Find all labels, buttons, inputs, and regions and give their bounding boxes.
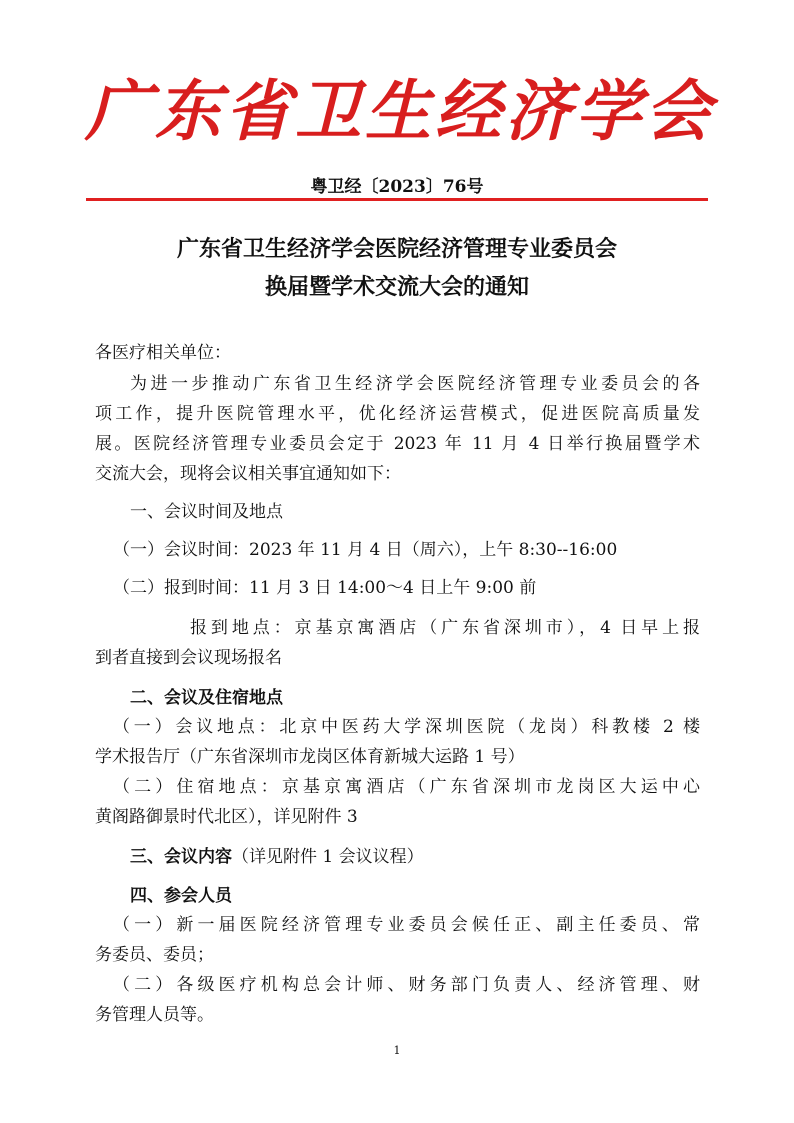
masthead: [85, 60, 715, 150]
section-1-heading: 一、会议时间及地点: [130, 502, 283, 522]
section-4-item-1: （一）新一届医院经济管理专业委员会候任正、副主任委员、常: [113, 915, 700, 935]
section-4-heading: 四、参会人员: [130, 886, 232, 906]
title-line-1: 广东省卫生经济学会医院经济管理专业委员会: [176, 237, 617, 262]
salutation: 各医疗相关单位：: [95, 343, 231, 363]
section-1-item-3-cont: 到者直接到会议现场报名: [95, 648, 282, 668]
section-4-item-1-cont: 务委员、委员；: [95, 945, 214, 965]
section-2-heading: 二、会议及住宿地点: [130, 688, 283, 708]
section-4-item-2: （二）各级医疗机构总会计师、财务部门负责人、经济管理、财: [113, 975, 700, 995]
masthead-title: 广东省卫生经济学会: [85, 72, 715, 150]
section-3-heading: 三、会议内容: [130, 847, 232, 867]
intro-line-3: 展。医院经济管理专业委员会定于 2023 年 11 月 4 日举行换届暨学术: [95, 434, 700, 454]
section-2-item-1-cont: 学术报告厅（广东省深圳市龙岗区体育新城大运路 1 号）: [95, 747, 525, 767]
section-3-note: （详见附件 1 会议议程）: [232, 847, 424, 867]
title-line-2: 换届暨学术交流大会的通知: [264, 275, 529, 300]
section-2-item-2-cont: 黄阁路御景时代北区），详见附件 3: [95, 807, 358, 827]
section-2-item-1: （一）会议地点：北京中医药大学深圳医院（龙岗）科教楼 2 楼: [113, 717, 700, 737]
section-3-line: [130, 842, 735, 867]
page-number: 1: [393, 1044, 401, 1057]
document-number: 粤卫经〔2023〕76号: [310, 177, 484, 197]
section-1-item-2: （二）报到时间：11 月 3 日 14:00～4 日上午 9:00 前: [113, 578, 537, 598]
red-divider: [86, 198, 708, 201]
section-4-item-2-cont: 务管理人员等。: [95, 1005, 214, 1025]
section-1-item-3: 报到地点：京基京寓酒店（广东省深圳市），4 日早上报: [190, 618, 700, 638]
intro-line-2: 项工作，提升医院管理水平，优化经济运营模式，促进医院高质量发: [95, 404, 700, 424]
section-2-item-2: （二）住宿地点：京基京寓酒店（广东省深圳市龙岗区大运中心: [113, 777, 700, 797]
section-1-item-1: （一）会议时间：2023 年 11 月 4 日（周六），上午 8:30--16:00: [113, 540, 618, 560]
intro-line-4: 交流大会，现将会议相关事宜通知如下：: [95, 464, 401, 484]
intro-line-1: 为进一步推动广东省卫生经济学会医院经济管理专业委员会的各: [130, 374, 700, 394]
